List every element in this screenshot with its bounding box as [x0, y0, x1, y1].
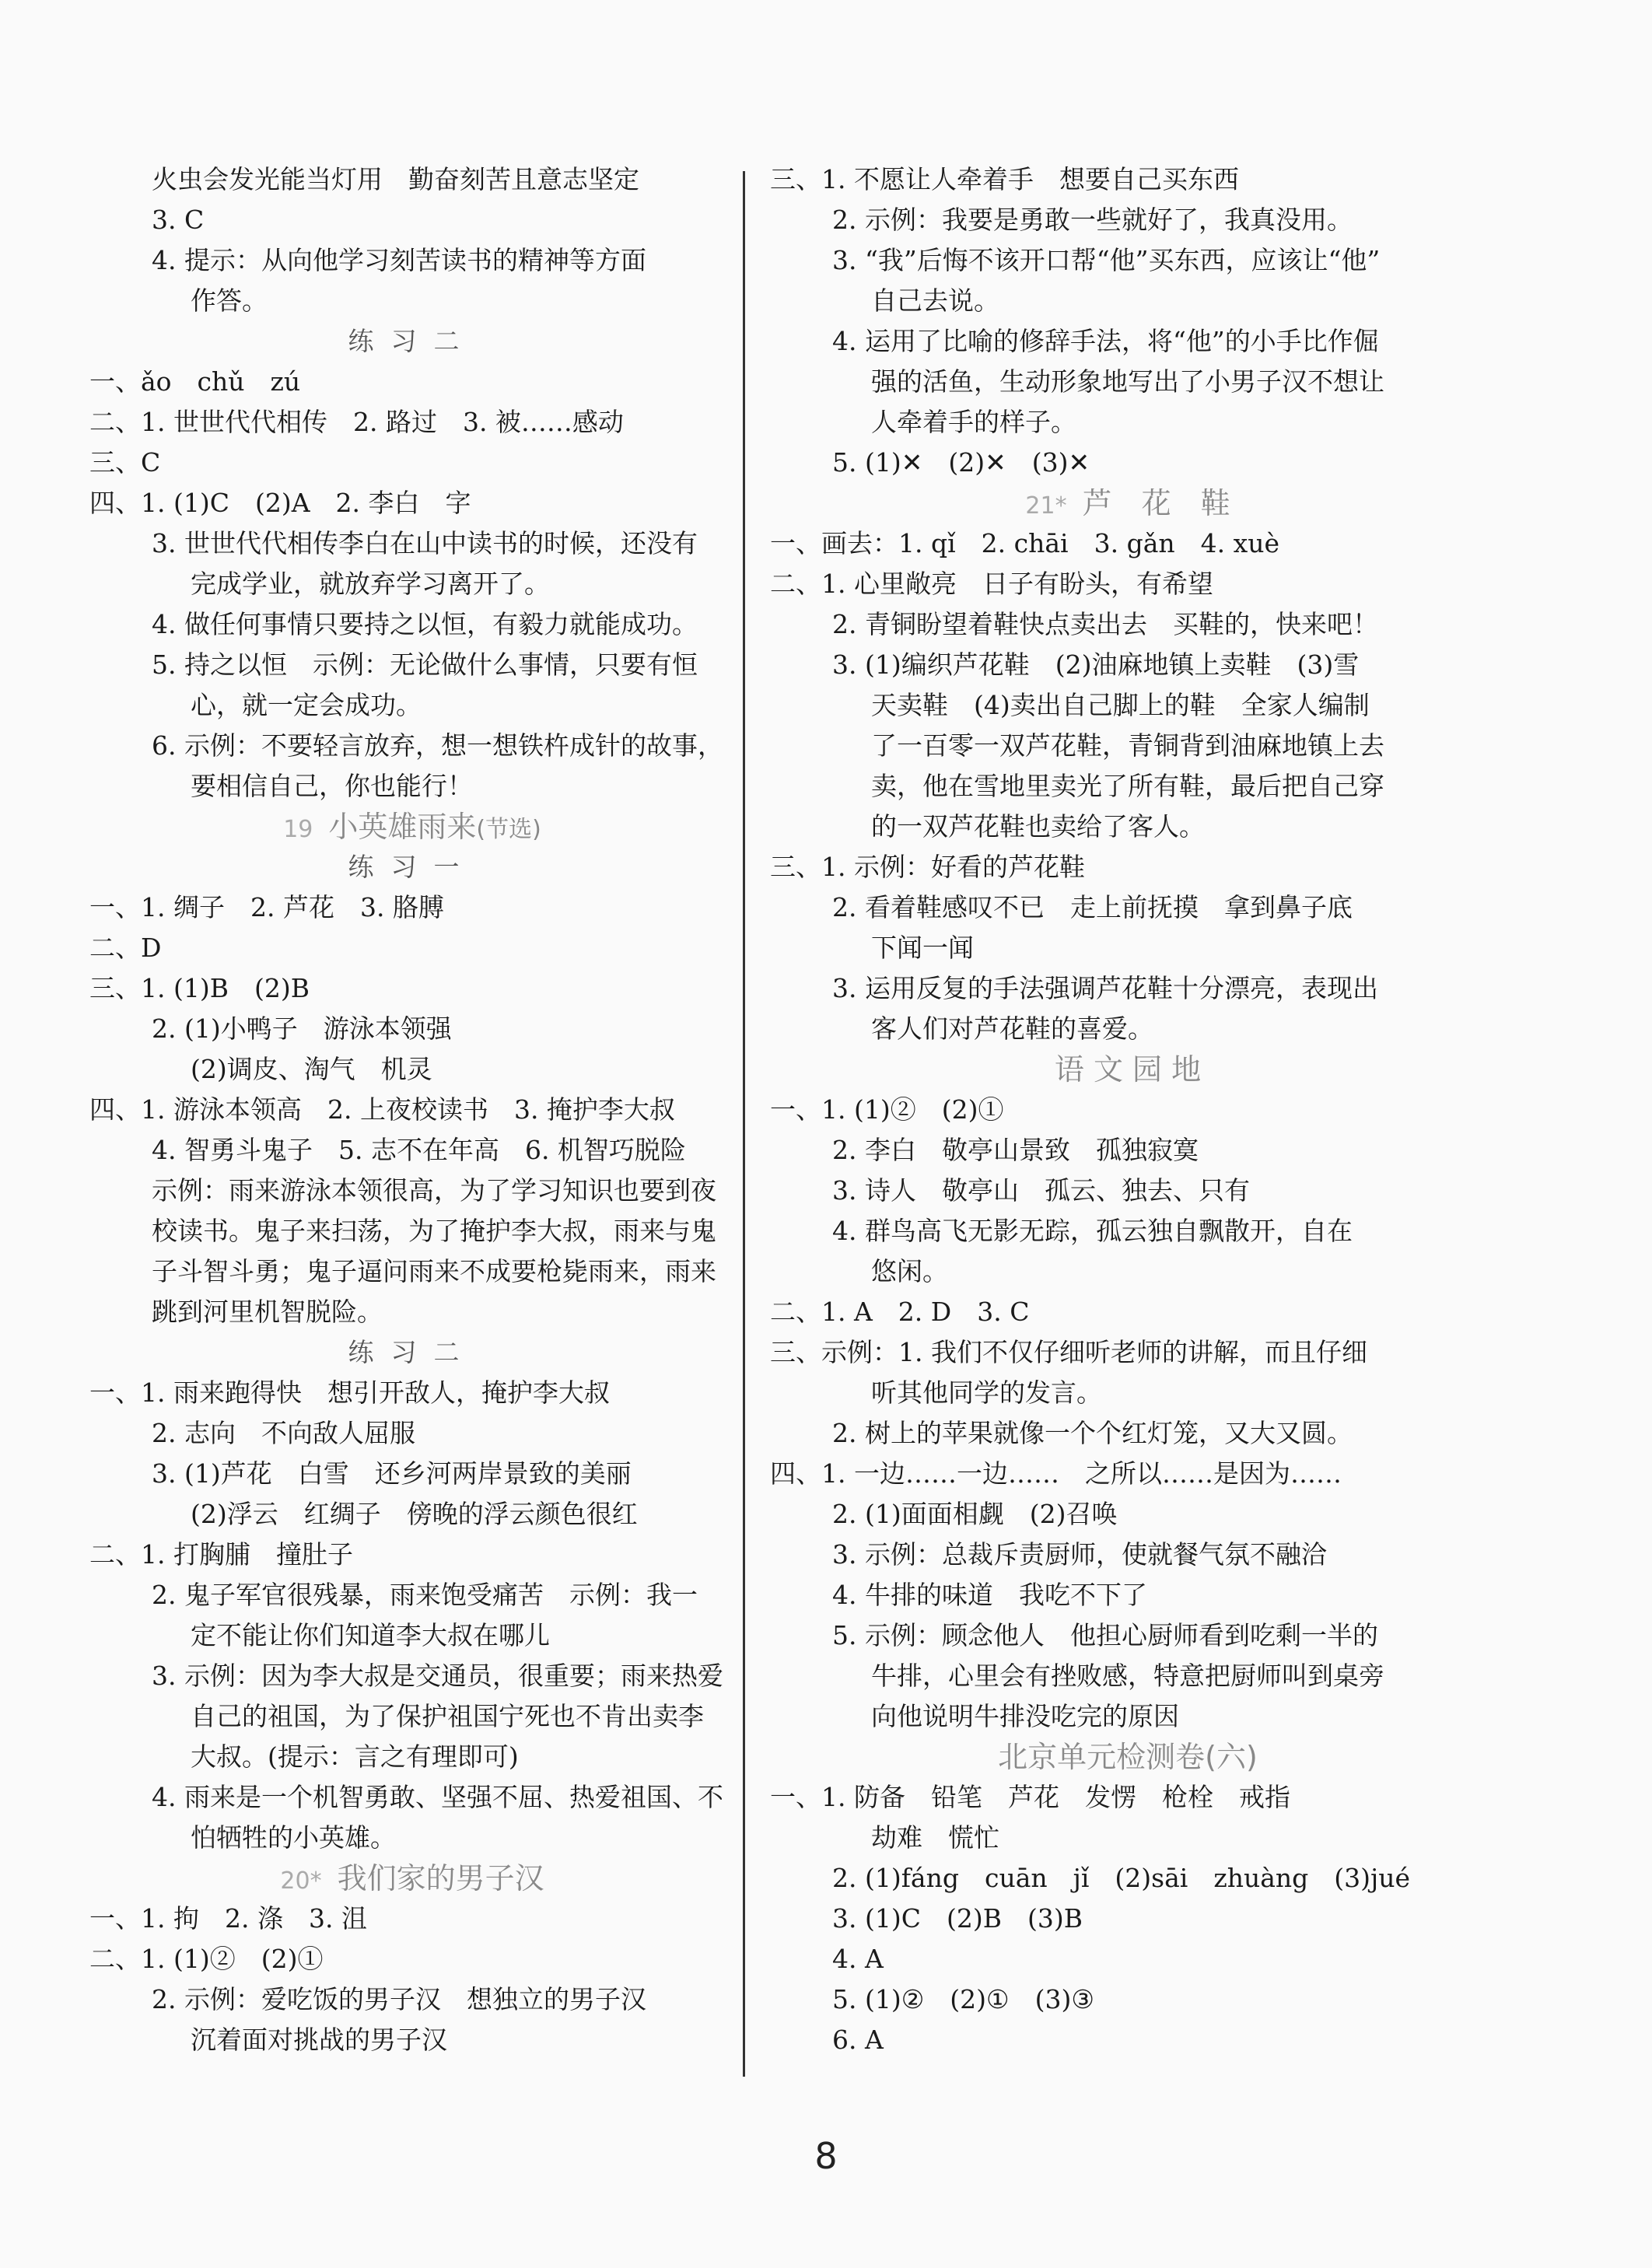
- left-column: [89, 159, 735, 2060]
- answer-line: 6. A: [832, 2025, 884, 2055]
- answer-line: 3. 世世代代相传李白在山中读书的时候，还没有: [152, 528, 698, 558]
- answer-line: 牛排，心里会有挫败感，特意把厨师叫到桌旁: [871, 1661, 1384, 1691]
- section-subtitle: (节选): [476, 816, 541, 843]
- answer-line: (2)浮云 红绸子 傍晚的浮云颜色很红: [191, 1499, 638, 1529]
- answer-line: 4. 群鸟高飞无影无踪，孤云独自飘散开，自在: [832, 1216, 1353, 1246]
- answer-line: 天卖鞋 (4)卖出自己脚上的鞋 全家人编制: [871, 690, 1370, 720]
- answer-line: 3. C: [152, 205, 205, 235]
- answer-line: 4. 牛排的味道 我吃不下了: [832, 1580, 1147, 1610]
- section-title-text: 芦 花 鞋: [1082, 486, 1230, 520]
- answer-line: 示例：雨来游泳本领很高，为了学习知识也要到夜: [152, 1175, 716, 1206]
- section-title-text: 我们家的男子汉: [337, 1861, 544, 1895]
- section-title: [770, 1049, 1486, 1090]
- answer-line: 4. 做任何事情只要持之以恒，有毅力就能成功。: [152, 609, 698, 639]
- answer-line: 3. 诗人 敬亭山 孤云、独去、只有: [832, 1175, 1250, 1206]
- answer-line: 火虫会发光能当灯用 勤奋刻苦且意志坚定: [152, 164, 639, 194]
- section-number: 19: [283, 816, 313, 843]
- answer-line: 一、ǎo chǔ zú: [89, 366, 301, 397]
- answer-line: 悠闲。: [871, 1256, 948, 1286]
- answer-line: 2. (1)fáng cuān jǐ (2)sāi zhuàng (3)jué: [832, 1863, 1411, 1893]
- answer-line: 3. (1)芦花 白雪 还乡河两岸景致的美丽: [152, 1458, 632, 1489]
- section-title: [770, 1737, 1486, 1777]
- section-title: [89, 1858, 735, 1899]
- answer-line: 2. 志向 不向敌人屈服: [152, 1418, 415, 1448]
- answer-line: 3. 示例：因为李大叔是交通员，很重要；雨来热爱: [152, 1661, 723, 1691]
- answer-line: 三、C: [89, 447, 161, 478]
- answer-line: 4. 雨来是一个机智勇敢、坚强不屈、热爱祖国、不: [152, 1782, 723, 1812]
- answer-line: 3. (1)编织芦花鞋 (2)油麻地镇上卖鞋 (3)雪: [832, 649, 1360, 680]
- answer-line: 校读书。鬼子来扫荡，为了掩护李大叔，雨来与鬼: [152, 1216, 716, 1246]
- answer-line: 向他说明牛排没吃完的原因: [871, 1701, 1179, 1731]
- answer-line: 跳到河里机智脱险。: [152, 1297, 383, 1327]
- answer-line: 2. 李白 敬亭山景致 孤独寂寞: [832, 1135, 1199, 1165]
- answer-line: 3. 示例：总裁斥责厨师，使就餐气氛不融洽: [832, 1539, 1327, 1570]
- answer-line: 下闻一闻: [871, 933, 974, 963]
- answer-line: 一、1. 绸子 2. 芦花 3. 胳膊: [89, 892, 444, 922]
- answer-line: 2. 示例：我要是勇敢一些就好了，我真没用。: [832, 205, 1353, 235]
- answer-line: 2. 树上的苹果就像一个个红灯笼，又大又圆。: [832, 1418, 1353, 1448]
- answer-line: 四、1. (1)C (2)A 2. 李白 字: [89, 488, 471, 518]
- answer-line: 2. (1)小鸭子 游泳本领强: [152, 1013, 452, 1044]
- answer-line: (2)调皮、淘气 机灵: [191, 1054, 432, 1084]
- answer-line: 3. (1)C (2)B (3)B: [832, 1903, 1083, 1934]
- answer-line: 的一双芦花鞋也卖给了客人。: [871, 811, 1205, 842]
- answer-line: 5. 持之以恒 示例：无论做什么事情，只要有恒: [152, 649, 698, 680]
- section-title: [89, 807, 735, 847]
- answer-line: 怕牺牲的小英雄。: [191, 1822, 396, 1853]
- right-column: [770, 159, 1486, 2060]
- answer-line: 三、示例：1. 我们不仅仔细听老师的讲解，而且仔细: [770, 1337, 1367, 1367]
- answer-line: 卖，他在雪地里卖光了所有鞋，最后把自己穿: [871, 771, 1384, 801]
- exercise-heading: 练习一: [348, 852, 477, 882]
- answer-line: 二、D: [89, 933, 162, 963]
- answer-line: 自己去说。: [871, 285, 999, 316]
- section-title: [770, 483, 1486, 523]
- answer-line: 2. 青铜盼望着鞋快点卖出去 买鞋的，快来吧！: [832, 609, 1378, 639]
- answer-line: 完成学业，就放弃学习离开了。: [191, 569, 550, 599]
- exercise-heading: 练习二: [348, 1337, 477, 1367]
- exercise-heading: 练习二: [348, 326, 477, 356]
- answer-line: 4. 提示：从向他学习刻苦读书的精神等方面: [152, 245, 646, 275]
- answer-line: 2. 鬼子军官很残暴，雨来饱受痛苦 示例：我一: [152, 1580, 698, 1610]
- answer-line: 沉着面对挑战的男子汉: [191, 2025, 447, 2055]
- answer-line: 了一百零一双芦花鞋，青铜背到油麻地镇上去: [871, 730, 1384, 761]
- answer-line: 劫难 慌忙: [871, 1822, 999, 1853]
- answer-line: 4. 运用了比喻的修辞手法，将“他”的小手比作倔: [832, 326, 1379, 356]
- section-title-text: 北京单元检测卷(六): [998, 1740, 1258, 1774]
- answer-line: 4. 智勇斗鬼子 5. 志不在年高 6. 机智巧脱险: [152, 1135, 686, 1165]
- answer-line: 二、1. 打胸脯 撞肚子: [89, 1539, 353, 1570]
- answer-line: 二、1. (1)② (2)①: [89, 1944, 324, 1974]
- answer-line: 2. 示例：爱吃饭的男子汉 想独立的男子汉: [152, 1984, 646, 2014]
- answer-line: 二、1. 心里敞亮 日子有盼头，有希望: [770, 569, 1213, 599]
- answer-line: 心，就一定会成功。: [191, 690, 422, 720]
- answer-line: 6. 示例：不要轻言放弃，想一想铁杵成针的故事，: [152, 730, 723, 761]
- page-number: 8: [814, 2135, 838, 2177]
- answer-line: 定不能让你们知道李大叔在哪儿: [191, 1620, 550, 1650]
- answer-line: 三、1. 示例：好看的芦花鞋: [770, 852, 1085, 882]
- answer-line: 强的活鱼，生动形象地写出了小男子汉不想让: [871, 366, 1384, 397]
- answer-line: 听其他同学的发言。: [871, 1377, 1102, 1408]
- answer-line: 5. (1)② (2)① (3)③: [832, 1984, 1094, 2014]
- section-number: 20*: [280, 1867, 322, 1895]
- answer-line: 一、1. (1)② (2)①: [770, 1094, 1004, 1125]
- answer-line: 二、1. 世世代代相传 2. 路过 3. 被……感动: [89, 407, 624, 437]
- answer-line: 子斗智斗勇；鬼子逼问雨来不成要枪毙雨来，雨来: [152, 1256, 716, 1286]
- answer-line: 2. 看着鞋感叹不已 走上前抚摸 拿到鼻子底: [832, 892, 1353, 922]
- answer-line: 5. 示例：顾念他人 他担心厨师看到吃剩一半的: [832, 1620, 1378, 1650]
- answer-line: 四、1. 一边……一边…… 之所以……是因为……: [770, 1458, 1342, 1489]
- answer-line: 要相信自己，你也能行！: [191, 771, 473, 801]
- answer-line: 2. (1)面面相觑 (2)召唤: [832, 1499, 1118, 1529]
- section-title-text: 语 文 园 地: [1054, 1052, 1202, 1087]
- answer-line: 一、1. 雨来跑得快 想引开敌人，掩护李大叔: [89, 1377, 610, 1408]
- answer-line: 5. (1)✕ (2)✕ (3)✕: [832, 447, 1090, 478]
- answer-line: 一、1. 防备 铅笔 芦花 发愣 枪栓 戒指: [770, 1782, 1290, 1812]
- answer-line: 三、1. 不愿让人牵着手 想要自己买东西: [770, 164, 1239, 194]
- answer-line: 4. A: [832, 1944, 884, 1974]
- answer-line: 客人们对芦花鞋的喜爱。: [871, 1013, 1153, 1044]
- answer-line: 3. “我”后悔不该开口帮“他”买东西，应该让“他”: [832, 245, 1381, 275]
- answer-line: 一、1. 拘 2. 涤 3. 沮: [89, 1903, 367, 1934]
- answer-line: 一、画去：1. qǐ 2. chāi 3. gǎn 4. xuè: [770, 528, 1279, 558]
- column-divider: [743, 171, 745, 2077]
- answer-line: 四、1. 游泳本领高 2. 上夜校读书 3. 掩护李大叔: [89, 1094, 675, 1125]
- section-title-text: 小英雄雨来: [328, 810, 477, 844]
- answer-line: 大叔。(提示：言之有理即可): [191, 1741, 519, 1772]
- answer-line: 三、1. (1)B (2)B: [89, 973, 310, 1003]
- section-number: 21*: [1025, 492, 1067, 520]
- answer-line: 二、1. A 2. D 3. C: [770, 1297, 1030, 1327]
- answer-line: 作答。: [191, 285, 268, 316]
- answer-line: 3. 运用反复的手法强调芦花鞋十分漂亮，表现出: [832, 973, 1378, 1003]
- answer-line: 人牵着手的样子。: [871, 407, 1076, 437]
- answer-line: 自己的祖国，为了保护祖国宁死也不肯出卖李: [191, 1701, 704, 1731]
